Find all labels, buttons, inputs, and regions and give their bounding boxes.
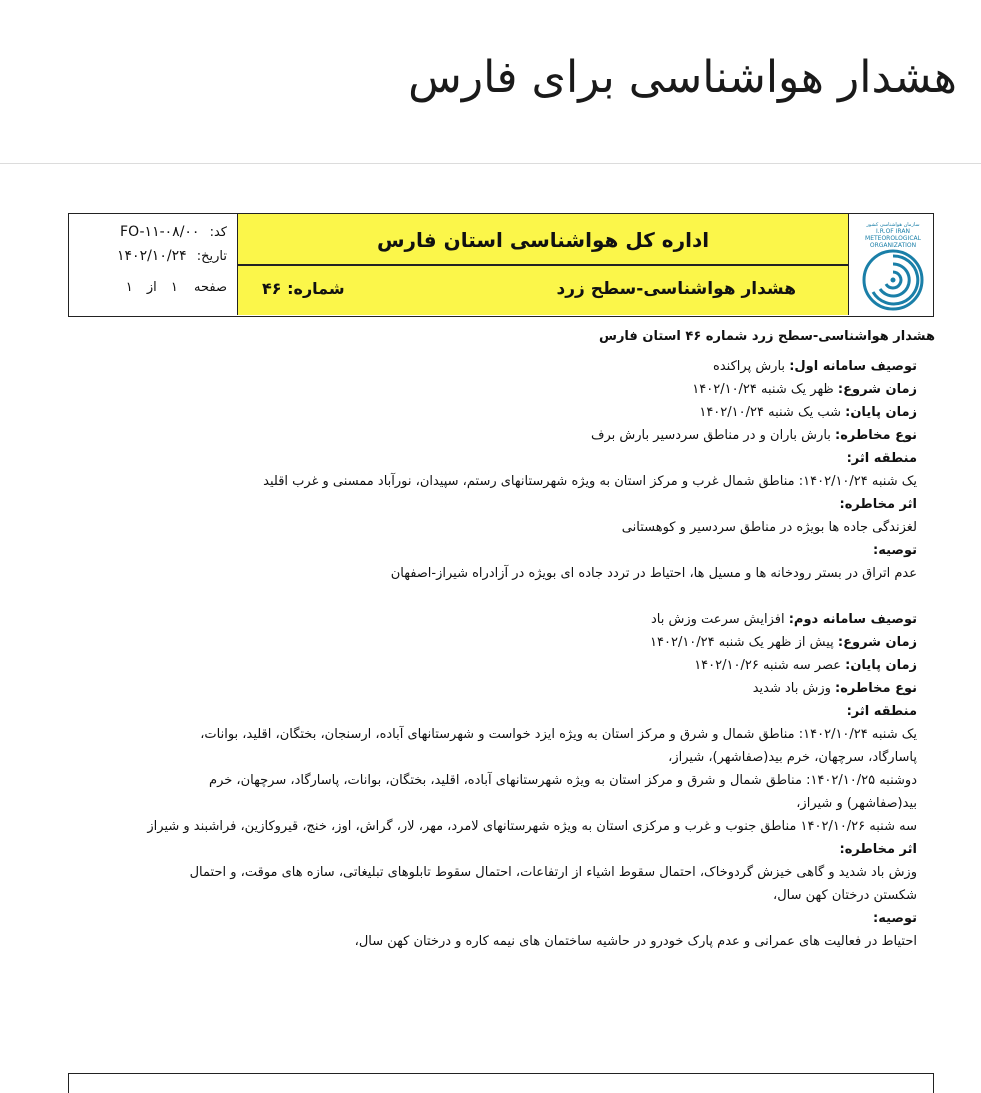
number-value: ۴۶ <box>262 279 282 298</box>
system2-effect-line: شکستن درختان کهن سال، <box>773 888 917 903</box>
system1-description: توصیف سامانه اول: بارش پراکنده <box>713 359 917 374</box>
logo-text-2: I.R.OF IRAN <box>876 228 910 235</box>
header-title-cell <box>238 214 849 315</box>
page-total: ۱ <box>125 280 133 295</box>
system1-start-time: زمان شروع: ظهر یک شنبه ۱۴۰۲/۱۰/۲۴ <box>692 382 917 397</box>
code-value: FO-۱۱-۰۸/۰۰ <box>120 224 200 240</box>
system1-advice-value: عدم اتراق در بستر رودخانه ها و مسیل ها، احتیاط در تردد جاده ای بویژه در آزادراه شیراز-اصفهان <box>390 566 917 581</box>
system2-description: توصیف سامانه دوم: افزایش سرعت وزش باد <box>650 612 917 627</box>
system1-effect-value: لغزندگی جاده ها بویژه در مناطق سردسیر و کوهستانی <box>621 520 917 535</box>
document-heading: هشدار هواشناسی-سطح زرد شماره ۴۶ استان فارس <box>599 329 935 344</box>
system2-advice-value: احتیاط در فعالیت های عمرانی و عدم پارک خودرو در حاشیه ساختمان های نیمه کاره و درختان کهن سال، <box>354 934 917 949</box>
system2-area-line: یک شنبه ۱۴۰۲/۱۰/۲۴: مناطق شمال و شرق و مرکز استان به ویژه ایزد خواست و شهرستانهای آباده، ارسنجان، بختگان، اقلید، بوانات، <box>200 727 917 742</box>
system1-advice-label: توصیه: <box>873 543 917 558</box>
logo-text-4: ORGANIZATION <box>869 242 917 249</box>
page-number-row <box>77 280 227 295</box>
system2-end-time: زمان پایان: عصر سه شنبه ۱۴۰۲/۱۰/۲۶ <box>694 658 917 673</box>
page-title: هشدار هواشناسی برای فارس <box>408 52 957 103</box>
footer-box <box>68 1073 934 1093</box>
system2-area-line: بید(صفاشهر) و شیراز، <box>796 796 917 811</box>
system2-effect-line: وزش باد شدید و گاهی خیزش گردوخاک، احتمال سقوط اشیاء از ارتفاعات، احتمال سقوط تابلوهای تبلیغاتی، سازه های موقت، و احتمال <box>189 865 917 880</box>
system1-area-line: یک شنبه ۱۴۰۲/۱۰/۲۴: مناطق شمال غرب و مرکز استان به ویژه شهرستانهای رستم، سپیدان، نورآباد ممسنی و غرب اقلید <box>263 474 917 489</box>
date-value: ۱۴۰۲/۱۰/۲۴ <box>117 248 187 264</box>
system2-area-line: دوشنبه ۱۴۰۲/۱۰/۲۵: مناطق شمال و شرق و مرکز استان به ویژه شهرستانهای آباده، اقلید، بختگان، بوانات، پاسارگاد، سرچهان، خرم <box>209 773 917 788</box>
system1-end-time: زمان پایان: شب یک شنبه ۱۴۰۲/۱۰/۲۴ <box>699 405 917 420</box>
meteorological-organization-logo <box>849 214 933 315</box>
system2-hazard-type: نوع مخاطره: وزش باد شدید <box>752 681 917 696</box>
date-row <box>77 248 227 264</box>
document-header-table <box>68 213 934 317</box>
system1-hazard-type: نوع مخاطره: بارش باران و در مناطق سردسیر بارش برف <box>591 428 917 443</box>
system1-area-label: منطقه اثر: <box>846 451 917 466</box>
title-divider <box>0 163 981 164</box>
logo-icon <box>849 214 933 315</box>
code-row <box>77 224 227 240</box>
page-of: از <box>146 280 157 295</box>
code-label: کد: <box>209 225 227 240</box>
system2-start-time: زمان شروع: پیش از ظهر یک شنبه ۱۴۰۲/۱۰/۲۴ <box>650 635 917 650</box>
system2-area-line: پاسارگاد، سرچهان، خرم بید(صفاشهر)، شیراز، <box>668 750 917 765</box>
organization-name: اداره کل هواشناسی استان فارس <box>376 228 710 252</box>
document-meta-cell <box>69 214 238 315</box>
page-current: ۱ <box>170 280 178 295</box>
header-row-separator <box>238 264 848 266</box>
system2-area-label: منطقه اثر: <box>846 704 917 719</box>
warning-number <box>262 274 345 304</box>
logo-text-3: METEOROLOGICAL <box>865 235 921 242</box>
system1-effect-label: اثر مخاطره: <box>839 497 917 512</box>
system2-effect-label: اثر مخاطره: <box>839 842 917 857</box>
logo-text-1: سازمان هواشناسی کشور <box>866 222 920 228</box>
date-label: تاریخ: <box>196 249 227 264</box>
page-label: صفحه <box>194 280 227 295</box>
warning-level: هشدار هواشناسی-سطح زرد <box>556 279 796 299</box>
number-label: شماره: <box>287 279 345 298</box>
system2-advice-label: توصیه: <box>873 911 917 926</box>
system2-area-line: سه شنبه ۱۴۰۲/۱۰/۲۶ مناطق جنوب و غرب و مرکزی استان به ویژه شهرستانهای لامرد، مهر، لار، گراش، اوز، خنج، قیروکازین، فراشبند و شیراز <box>147 819 917 834</box>
